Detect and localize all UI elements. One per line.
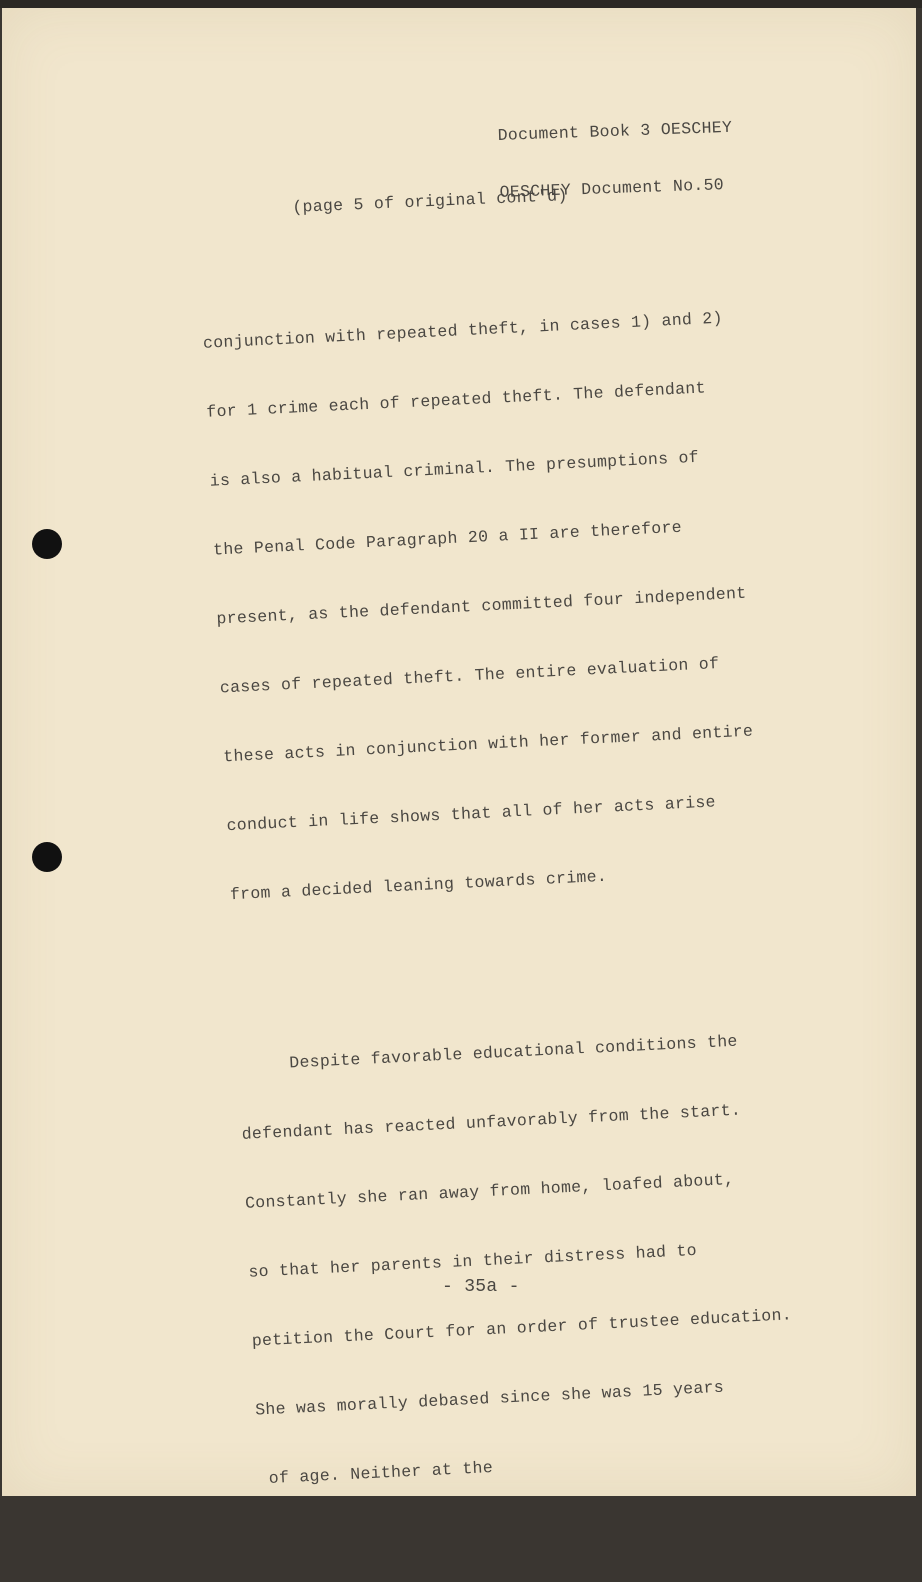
text-line: of age. Neither at the [258, 1458, 494, 1489]
text-line: petition the Court for an order of trustee education. [251, 1305, 793, 1351]
text-line: conduct in life shows that all of her acts arise [226, 792, 717, 836]
body-text [198, 214, 804, 1582]
text-line: present, as the defendant committed four independent [216, 583, 747, 629]
text-line: so that her parents in their distress had to [248, 1240, 698, 1282]
text-line: conjunction with repeated theft, in cases 1) and 2) [202, 308, 724, 353]
header-line-2: OESCHEY Document No.50 [499, 175, 725, 202]
text-line: She was morally debased since she was 15 years [254, 1377, 725, 1420]
text-line: defendant has reacted unfavorably from the start. [241, 1100, 742, 1144]
header-line-1: Document Book 3 OESCHEY [497, 117, 733, 145]
page-number: - 35a - [442, 1277, 520, 1297]
punch-hole [32, 529, 62, 559]
document-page [2, 8, 916, 1496]
text-line: Despite favorable educational conditions the [237, 1031, 739, 1076]
text-line: cases of repeated theft. The entire evaluation of [219, 654, 720, 698]
page-subtitle: (page 5 of original cont'd) [292, 185, 569, 217]
text-line: is also a habitual criminal. The presumptions of [209, 447, 700, 491]
text-line: for 1 crime each of repeated theft. The defendant [205, 378, 707, 422]
punch-hole [32, 842, 62, 872]
text-line: the Penal Code Paragraph 20 a II are therefore [212, 517, 683, 560]
text-line: these acts in conjunction with her former and entire [222, 721, 754, 767]
text-line: Constantly she ran away from home, loafed about, [244, 1169, 735, 1213]
scan-top-edge [0, 0, 922, 8]
paragraph-2 [236, 982, 802, 1537]
paragraph-1 [200, 260, 773, 953]
text-line: from a decided leaning towards crime. [229, 866, 608, 905]
